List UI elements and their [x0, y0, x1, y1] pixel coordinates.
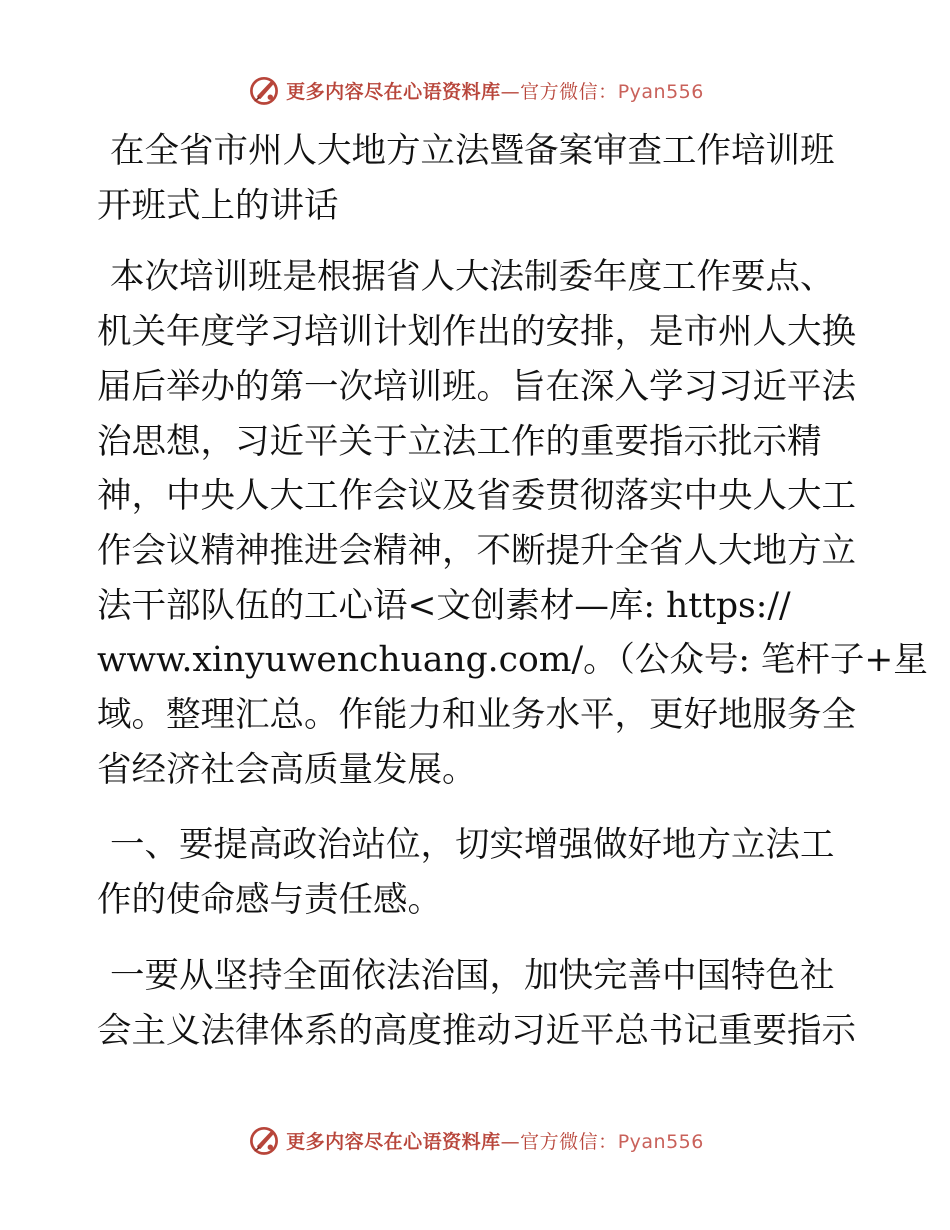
paragraph-line: 治思想，习近平关于立法工作的重要指示批示精: [97, 421, 822, 462]
banner-dash: —: [500, 1130, 521, 1153]
paragraph-line: 省经济社会高质量发展。: [97, 749, 477, 790]
paragraph-line: 机关年度学习培训计划作出的安排，是市州人大换: [97, 312, 856, 353]
paragraph-point-one: [97, 949, 857, 1058]
banner-wechat-label: 官方微信：: [520, 1130, 618, 1153]
banner-brand: 更多内容尽在心语资料库: [286, 1130, 501, 1153]
banner-text: [286, 77, 704, 104]
paragraph-intro: [97, 250, 928, 797]
banner-wechat-id: Pyan556: [617, 1130, 704, 1153]
quill-seal-logo-icon: [246, 1122, 282, 1158]
paragraph-line: 法干部队伍的工心语<文创素材—库: https://: [97, 585, 791, 626]
banner-wechat-label: 官方微信：: [520, 80, 618, 103]
banner-dash: —: [500, 80, 521, 103]
banner-brand: 更多内容尽在心语资料库: [286, 80, 501, 103]
paragraph-line: 届后举办的第一次培训班。旨在深入学习习近平法: [97, 366, 856, 407]
heading-line: 一、要提高政治站位，切实增强做好地方立法工: [110, 825, 835, 866]
quill-seal-logo-icon: [246, 72, 282, 108]
heading-line: 作的使命感与责任感。: [97, 880, 442, 921]
footer-watermark-banner: [0, 1120, 950, 1160]
banner-wechat-id: Pyan556: [617, 80, 704, 103]
section-heading-one: [97, 818, 857, 927]
title-line: 开班式上的讲话: [97, 185, 339, 226]
paragraph-line: www.xinyuwenchuang.com/。（公众号: 笔杆子+星: [97, 640, 928, 681]
paragraph-line: 一要从坚持全面依法治国，加快完善中国特色社: [110, 955, 835, 996]
title-line: 在全省市州人大地方立法暨备案审查工作培训班: [110, 131, 835, 171]
paragraph-line: 作会议精神推进会精神，不断提升全省人大地方立: [97, 530, 856, 571]
paragraph-line: 会主义法律体系的高度推动习近平总书记重要指示: [97, 1010, 856, 1051]
paragraph-line: 本次培训班是根据省人大法制委年度工作要点、: [110, 257, 835, 298]
banner-text: [286, 1127, 704, 1154]
paragraph-line: 域。整理汇总。作能力和业务水平，更好地服务全: [97, 695, 856, 736]
paragraph-line: 神，中央人大工作会议及省委贯彻落实中央人大工: [97, 476, 856, 517]
document-title: [97, 124, 857, 233]
header-watermark-banner: [0, 70, 950, 110]
document-body: [97, 124, 928, 1058]
